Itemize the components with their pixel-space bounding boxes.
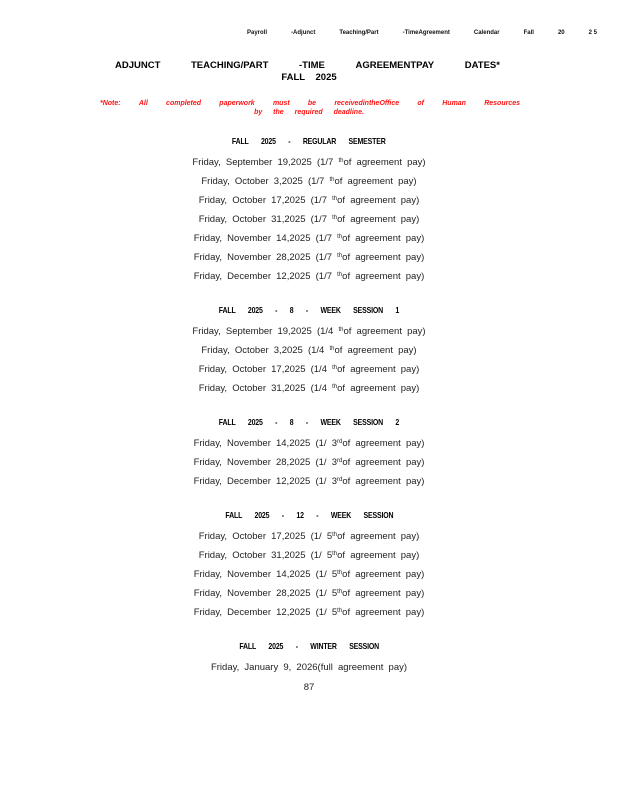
section-header-text: FALL 2025 - 8 - WEEK SESSION 2 [218,417,400,427]
ordinal-suffix: th [332,532,338,538]
ordinal-suffix: th [332,215,338,221]
word: Resources [484,100,520,107]
word: Payroll [247,30,268,36]
word: All [138,100,148,107]
pay-date-line: Friday, October 3,2025 (1/4 $^{th}$of agreement pay) [201,345,417,356]
pay-section [0,509,618,622]
ordinal-suffix: th [337,253,343,259]
word: Human [442,100,466,107]
word: -TimeAgreement [402,30,450,36]
note-line-2: by the required deadline. [254,109,364,116]
word: *Note: [100,100,121,107]
pay-date-line: Friday, January 9, 2026(full agreement pay) [210,662,408,673]
word: be [307,100,317,107]
document-subtitle: FALL 2025 [281,72,337,83]
document-title [115,61,500,71]
section-header [0,509,618,521]
ordinal-suffix: th [332,196,338,202]
page-number: 87 [303,682,315,693]
section-header [0,135,618,147]
pay-date-line: Friday, November 14,2025 (1/7 $^{th}$of agreement pay) [193,233,425,244]
pay-date-line: Friday, October 31,2025 (1/4 $^{th}$of agreement pay) [198,383,420,394]
ordinal-suffix: th [337,234,343,240]
word: of [417,100,424,107]
pay-date-line: Friday, October 17,2025 (1/4 $^{th}$of agreement pay) [198,364,420,375]
word: DATES* [464,60,500,71]
pay-date-line: Friday, December 12,2025 (1/ 5thof agreement pay) [193,607,425,618]
pay-date-line: Friday, November 28,2025 (1/ 5thof agreement pay) [193,588,425,599]
ordinal-suffix: th [329,346,335,352]
pay-date-line: Friday, October 3,2025 (1/7 $^{th}$of agreement pay) [201,176,417,187]
section-header-text: FALL 2025 - REGULAR SEMESTER [232,136,386,146]
word: Teaching/Part [339,30,379,36]
pay-date-line: Friday, September 19,2025 (1/7 $^{th}$of agreement pay) [192,157,426,168]
pay-date-line: Friday, November 28,2025 (1/ 3rdof agreement pay) [193,457,425,468]
word: TEACHING/PART [191,60,269,71]
pay-date-line: Friday, November 14,2025 (1/ 5thof agreement pay) [193,569,425,580]
pay-section [0,640,618,677]
ordinal-suffix: rd [336,477,343,483]
ordinal-suffix: rd [336,439,343,445]
ordinal-suffix: th [338,158,344,164]
ordinal-suffix: th [337,272,343,278]
ordinal-suffix: th [332,384,338,390]
running-header [247,0,597,37]
word: -Adjunct [291,30,316,36]
pay-date-sections [0,135,618,677]
ordinal-suffix: th [337,570,343,576]
word: completed [166,100,202,107]
pay-date-line: Friday, December 12,2025 (1/7 $^{th}$of agreement pay) [193,271,425,282]
ordinal-suffix: th [332,551,338,557]
section-header-text: FALL 2025 - 8 - WEEK SESSION 1 [218,305,400,315]
ordinal-suffix: th [338,327,344,333]
word: ADJUNCT [115,60,161,71]
word: receivedintheOffice [334,100,400,107]
section-header-text: FALL 2025 - 12 - WEEK SESSION [225,510,393,520]
word: 2 5 [588,30,597,36]
pay-date-line: Friday, November 14,2025 (1/ 3rdof agreement pay) [193,438,425,449]
word: Calendar [473,30,500,36]
pay-section [0,416,618,491]
word: Fall [523,30,534,36]
ordinal-suffix: th [337,608,343,614]
pay-section [0,304,618,398]
word: paperwork [219,100,255,107]
word: must [272,100,290,107]
section-header [0,304,618,316]
pay-date-line: Friday, September 19,2025 (1/4 $^{th}$of agreement pay) [192,326,426,337]
word: -TIME [299,60,325,71]
ordinal-suffix: th [332,365,338,371]
pay-section [0,135,618,286]
pay-date-line: Friday, December 12,2025 (1/ 3rdof agreement pay) [193,476,425,487]
section-header [0,640,618,652]
pay-date-line: Friday, October 31,2025 (1/ 5thof agreement pay) [198,550,420,561]
pay-date-line: Friday, October 17,2025 (1/ 5thof agreement pay) [198,531,420,542]
ordinal-suffix: th [337,589,343,595]
word: AGREEMENTPAY [355,60,435,71]
ordinal-suffix: rd [336,458,343,464]
word: 20 [557,30,565,36]
section-header [0,416,618,428]
pay-date-line: Friday, October 31,2025 (1/7 $^{th}$of agreement pay) [198,214,420,225]
pay-date-line: Friday, November 28,2025 (1/7 $^{th}$of agreement pay) [193,252,425,263]
note-line-1 [100,99,520,108]
section-header-text: FALL 2025 - WINTER SESSION [239,641,379,651]
ordinal-suffix: th [329,177,335,183]
pay-date-line: Friday, October 17,2025 (1/7 $^{th}$of agreement pay) [198,195,420,206]
